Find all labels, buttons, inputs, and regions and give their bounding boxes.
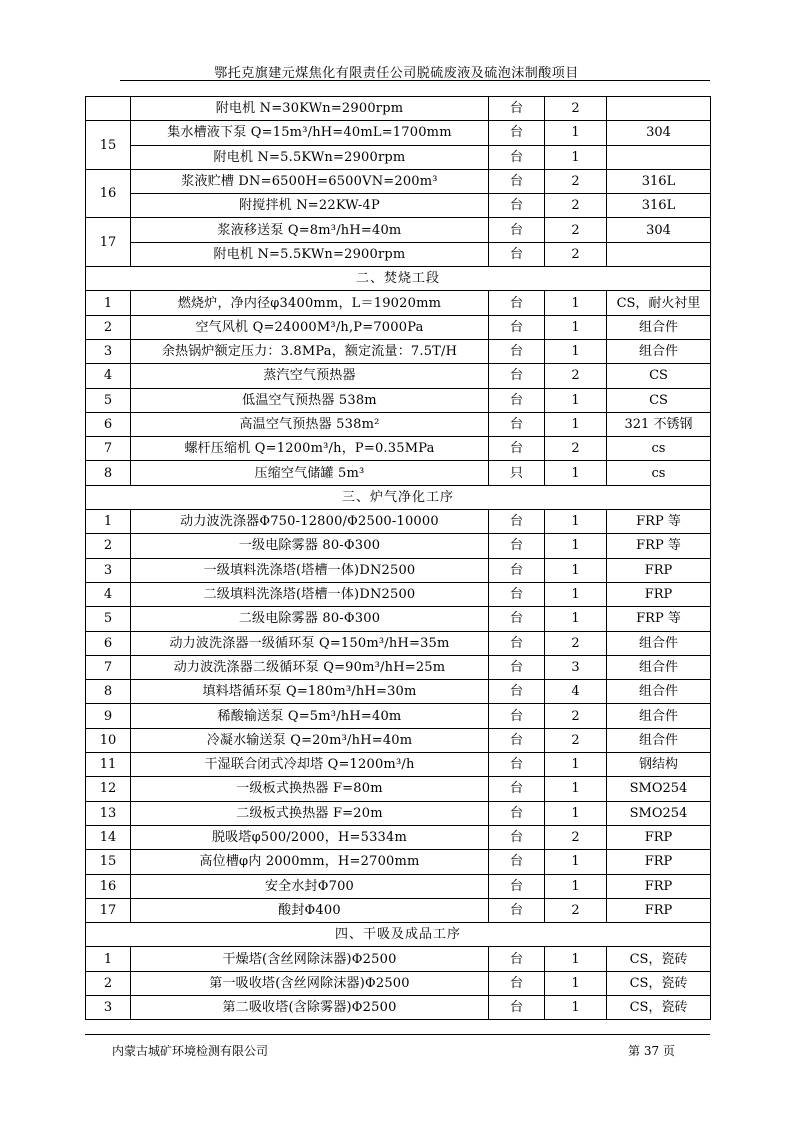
table-row [86, 242, 711, 266]
cell-quantity: 2 [545, 194, 607, 218]
cell-number: 14 [86, 825, 131, 849]
cell-equipment-name: 附电机 N=30KWn=2900rpm [131, 97, 489, 121]
table-row [86, 169, 711, 193]
table-row [86, 704, 711, 728]
cell-number [86, 97, 131, 121]
cell-number: 3 [86, 339, 131, 363]
cell-material: cs [607, 461, 711, 485]
cell-unit: 台 [489, 607, 545, 631]
cell-material [607, 242, 711, 266]
cell-number: 6 [86, 631, 131, 655]
cell-number: 4 [86, 582, 131, 606]
cell-material: CS，瓷砖 [607, 971, 711, 995]
cell-equipment-name: 高位槽φ内 2000mm，H=2700mm [131, 850, 489, 874]
cell-equipment-name: 附电机 N=5.5KWn=2900rpm [131, 242, 489, 266]
table-row [86, 850, 711, 874]
cell-unit: 台 [489, 510, 545, 534]
cell-equipment-name: 附电机 N=5.5KWn=2900rpm [131, 145, 489, 169]
cell-quantity: 1 [545, 388, 607, 412]
table-row [86, 898, 711, 922]
cell-equipment-name: 稀酸输送泵 Q=5m³/hH=40m [131, 704, 489, 728]
cell-quantity: 2 [545, 169, 607, 193]
cell-equipment-name: 二级板式换热器 F=20m [131, 801, 489, 825]
section-title: 四、干吸及成品工序 [86, 923, 711, 947]
table-row [86, 510, 711, 534]
cell-unit: 台 [489, 753, 545, 777]
table-row [86, 364, 711, 388]
cell-number: 15 [86, 121, 131, 170]
header-rule [120, 80, 710, 81]
table-row [86, 194, 711, 218]
cell-unit: 台 [489, 97, 545, 121]
cell-unit: 台 [489, 121, 545, 145]
cell-equipment-name: 二级电除雾器 80-Φ300 [131, 607, 489, 631]
equipment-table-body [86, 97, 711, 1020]
section-title: 二、焚烧工段 [86, 267, 711, 291]
cell-number: 2 [86, 534, 131, 558]
cell-unit: 台 [489, 218, 545, 242]
cell-material: 316L [607, 194, 711, 218]
cell-material: 组合件 [607, 680, 711, 704]
cell-unit: 台 [489, 194, 545, 218]
cell-material: 组合件 [607, 655, 711, 679]
cell-number: 8 [86, 680, 131, 704]
cell-equipment-name: 干湿联合闭式冷却塔 Q=1200m³/h [131, 753, 489, 777]
cell-unit: 台 [489, 704, 545, 728]
cell-number: 17 [86, 218, 131, 267]
table-row [86, 291, 711, 315]
cell-number: 8 [86, 461, 131, 485]
table-row [86, 631, 711, 655]
cell-unit: 台 [489, 655, 545, 679]
cell-number: 9 [86, 704, 131, 728]
table-row [86, 947, 711, 971]
cell-number: 15 [86, 850, 131, 874]
cell-equipment-name: 填料塔循环泵 Q=180m³/hH=30m [131, 680, 489, 704]
cell-equipment-name: 燃烧炉，净内径φ3400mm，L＝19020mm [131, 291, 489, 315]
cell-material: 316L [607, 169, 711, 193]
cell-material: FRP 等 [607, 534, 711, 558]
cell-quantity: 3 [545, 655, 607, 679]
cell-quantity: 1 [545, 801, 607, 825]
cell-unit: 台 [489, 582, 545, 606]
page-header-title: 鄂托克旗建元煤焦化有限责任公司脱硫废液及硫泡沫制酸项目 [214, 66, 579, 81]
section-row [86, 923, 711, 947]
cell-number: 2 [86, 315, 131, 339]
cell-material: 钢结构 [607, 753, 711, 777]
cell-quantity: 2 [545, 97, 607, 121]
cell-quantity: 2 [545, 728, 607, 752]
cell-quantity: 2 [545, 704, 607, 728]
cell-equipment-name: 冷凝水输送泵 Q=20m³/hH=40m [131, 728, 489, 752]
cell-quantity: 1 [545, 534, 607, 558]
cell-number: 16 [86, 874, 131, 898]
table-row [86, 97, 711, 121]
cell-material [607, 145, 711, 169]
cell-equipment-name: 动力波洗涤器二级循环泵 Q=90m³/hH=25m [131, 655, 489, 679]
section-title: 三、炉气净化工序 [86, 485, 711, 509]
cell-material: FRP 等 [607, 510, 711, 534]
cell-number: 17 [86, 898, 131, 922]
cell-unit: 台 [489, 971, 545, 995]
cell-quantity: 1 [545, 582, 607, 606]
cell-quantity: 1 [545, 753, 607, 777]
cell-unit: 台 [489, 947, 545, 971]
cell-quantity: 2 [545, 437, 607, 461]
cell-equipment-name: 一级电除雾器 80-Φ300 [131, 534, 489, 558]
table-row [86, 437, 711, 461]
equipment-table [85, 96, 711, 1020]
cell-equipment-name: 动力波洗涤器Φ750-12800/Φ2500-10000 [131, 510, 489, 534]
cell-material: FRP [607, 582, 711, 606]
cell-number: 1 [86, 510, 131, 534]
cell-number: 2 [86, 971, 131, 995]
cell-number: 1 [86, 947, 131, 971]
cell-quantity: 2 [545, 825, 607, 849]
cell-equipment-name: 安全水封Φ700 [131, 874, 489, 898]
cell-unit: 台 [489, 631, 545, 655]
table-row [86, 777, 711, 801]
cell-equipment-name: 集水槽液下泵 Q=15m³/hH=40mL=1700mm [131, 121, 489, 145]
cell-number: 7 [86, 437, 131, 461]
cell-quantity: 4 [545, 680, 607, 704]
table-row [86, 874, 711, 898]
table-row [86, 655, 711, 679]
cell-equipment-name: 干燥塔(含丝网除沫器)Φ2500 [131, 947, 489, 971]
table-row [86, 825, 711, 849]
cell-number: 4 [86, 364, 131, 388]
cell-material: SMO254 [607, 801, 711, 825]
cell-unit: 台 [489, 680, 545, 704]
cell-quantity: 1 [545, 777, 607, 801]
cell-material: 组合件 [607, 704, 711, 728]
table-row [86, 218, 711, 242]
cell-quantity: 1 [545, 145, 607, 169]
cell-number: 5 [86, 607, 131, 631]
cell-quantity: 1 [545, 971, 607, 995]
cell-quantity: 1 [545, 874, 607, 898]
cell-number: 3 [86, 995, 131, 1019]
cell-material: 304 [607, 218, 711, 242]
table-row [86, 558, 711, 582]
cell-number: 3 [86, 558, 131, 582]
cell-material: CS，瓷砖 [607, 947, 711, 971]
cell-quantity: 2 [545, 898, 607, 922]
table-row [86, 461, 711, 485]
cell-quantity: 2 [545, 631, 607, 655]
cell-unit: 台 [489, 388, 545, 412]
cell-number: 7 [86, 655, 131, 679]
cell-material: SMO254 [607, 777, 711, 801]
cell-unit: 台 [489, 801, 545, 825]
cell-quantity: 1 [545, 607, 607, 631]
cell-equipment-name: 压缩空气储罐 5m³ [131, 461, 489, 485]
cell-material: FRP [607, 850, 711, 874]
cell-unit: 台 [489, 145, 545, 169]
table-row [86, 145, 711, 169]
cell-number: 11 [86, 753, 131, 777]
table-row [86, 607, 711, 631]
cell-material: CS [607, 388, 711, 412]
cell-equipment-name: 附搅拌机 N=22KW-4P [131, 194, 489, 218]
cell-unit: 台 [489, 995, 545, 1019]
table-row [86, 971, 711, 995]
cell-equipment-name: 脱吸塔φ500/2000，H=5334m [131, 825, 489, 849]
cell-equipment-name: 蒸汽空气预热器 [131, 364, 489, 388]
table-row [86, 121, 711, 145]
cell-quantity: 2 [545, 218, 607, 242]
cell-equipment-name: 浆液移送泵 Q=8m³/hH=40m [131, 218, 489, 242]
cell-quantity: 1 [545, 510, 607, 534]
cell-equipment-name: 一级填料洗涤塔(塔槽一体)DN2500 [131, 558, 489, 582]
cell-quantity: 1 [545, 121, 607, 145]
cell-quantity: 1 [545, 412, 607, 436]
table-row [86, 339, 711, 363]
section-row [86, 485, 711, 509]
cell-material: 321 不锈钢 [607, 412, 711, 436]
table-row [86, 753, 711, 777]
cell-unit: 台 [489, 898, 545, 922]
cell-material: CS [607, 364, 711, 388]
cell-unit: 台 [489, 242, 545, 266]
cell-material: 组合件 [607, 631, 711, 655]
cell-unit: 台 [489, 825, 545, 849]
cell-material: 组合件 [607, 315, 711, 339]
cell-equipment-name: 酸封Φ400 [131, 898, 489, 922]
cell-material [607, 97, 711, 121]
cell-material: 组合件 [607, 728, 711, 752]
cell-unit: 台 [489, 315, 545, 339]
section-row [86, 267, 711, 291]
cell-material: CS，耐火衬里 [607, 291, 711, 315]
cell-number: 1 [86, 291, 131, 315]
cell-quantity: 1 [545, 558, 607, 582]
table-row [86, 728, 711, 752]
table-row [86, 534, 711, 558]
cell-number: 12 [86, 777, 131, 801]
cell-material: FRP [607, 558, 711, 582]
cell-number: 5 [86, 388, 131, 412]
cell-material: 304 [607, 121, 711, 145]
cell-equipment-name: 低温空气预热器 538m [131, 388, 489, 412]
cell-unit: 台 [489, 874, 545, 898]
cell-number: 13 [86, 801, 131, 825]
cell-quantity: 1 [545, 995, 607, 1019]
cell-unit: 台 [489, 364, 545, 388]
cell-quantity: 1 [545, 850, 607, 874]
cell-quantity: 1 [545, 461, 607, 485]
cell-unit: 台 [489, 850, 545, 874]
cell-unit: 台 [489, 437, 545, 461]
cell-quantity: 2 [545, 242, 607, 266]
cell-material: FRP [607, 874, 711, 898]
cell-equipment-name: 二级填料洗涤塔(塔槽一体)DN2500 [131, 582, 489, 606]
cell-equipment-name: 浆液贮槽 DN=6500H=6500VN=200m³ [131, 169, 489, 193]
cell-quantity: 1 [545, 315, 607, 339]
cell-equipment-name: 螺杆压缩机 Q=1200m³/h，P=0.35MPa [131, 437, 489, 461]
cell-unit: 台 [489, 534, 545, 558]
cell-number: 16 [86, 169, 131, 218]
cell-equipment-name: 空气风机 Q=24000M³/h,P=7000Pa [131, 315, 489, 339]
cell-equipment-name: 余热锅炉额定压力：3.8MPa，额定流量：7.5T/H [131, 339, 489, 363]
cell-equipment-name: 动力波洗涤器一级循环泵 Q=150m³/hH=35m [131, 631, 489, 655]
cell-quantity: 1 [545, 339, 607, 363]
table-row [86, 680, 711, 704]
cell-quantity: 2 [545, 364, 607, 388]
cell-unit: 只 [489, 461, 545, 485]
cell-material: FRP [607, 825, 711, 849]
cell-number: 10 [86, 728, 131, 752]
table-row [86, 388, 711, 412]
cell-unit: 台 [489, 291, 545, 315]
cell-material: CS，瓷砖 [607, 995, 711, 1019]
cell-unit: 台 [489, 412, 545, 436]
cell-equipment-name: 一级板式换热器 F=80m [131, 777, 489, 801]
table-row [86, 582, 711, 606]
cell-material: cs [607, 437, 711, 461]
table-row [86, 801, 711, 825]
cell-unit: 台 [489, 169, 545, 193]
cell-unit: 台 [489, 728, 545, 752]
cell-unit: 台 [489, 339, 545, 363]
cell-unit: 台 [489, 777, 545, 801]
cell-material: FRP [607, 898, 711, 922]
footer-page-number: 第 37 页 [628, 1044, 675, 1058]
cell-unit: 台 [489, 558, 545, 582]
table-row [86, 315, 711, 339]
table-row [86, 412, 711, 436]
table-row [86, 995, 711, 1019]
cell-material: FRP 等 [607, 607, 711, 631]
cell-quantity: 1 [545, 291, 607, 315]
cell-equipment-name: 第二吸收塔(含除雾器)Φ2500 [131, 995, 489, 1019]
cell-quantity: 1 [545, 947, 607, 971]
footer-company: 内蒙古城矿环境检测有限公司 [112, 1044, 269, 1058]
cell-number: 6 [86, 412, 131, 436]
footer-rule [85, 1034, 710, 1035]
cell-material: 组合件 [607, 339, 711, 363]
cell-equipment-name: 第一吸收塔(含丝网除沫器)Φ2500 [131, 971, 489, 995]
cell-equipment-name: 高温空气预热器 538m² [131, 412, 489, 436]
